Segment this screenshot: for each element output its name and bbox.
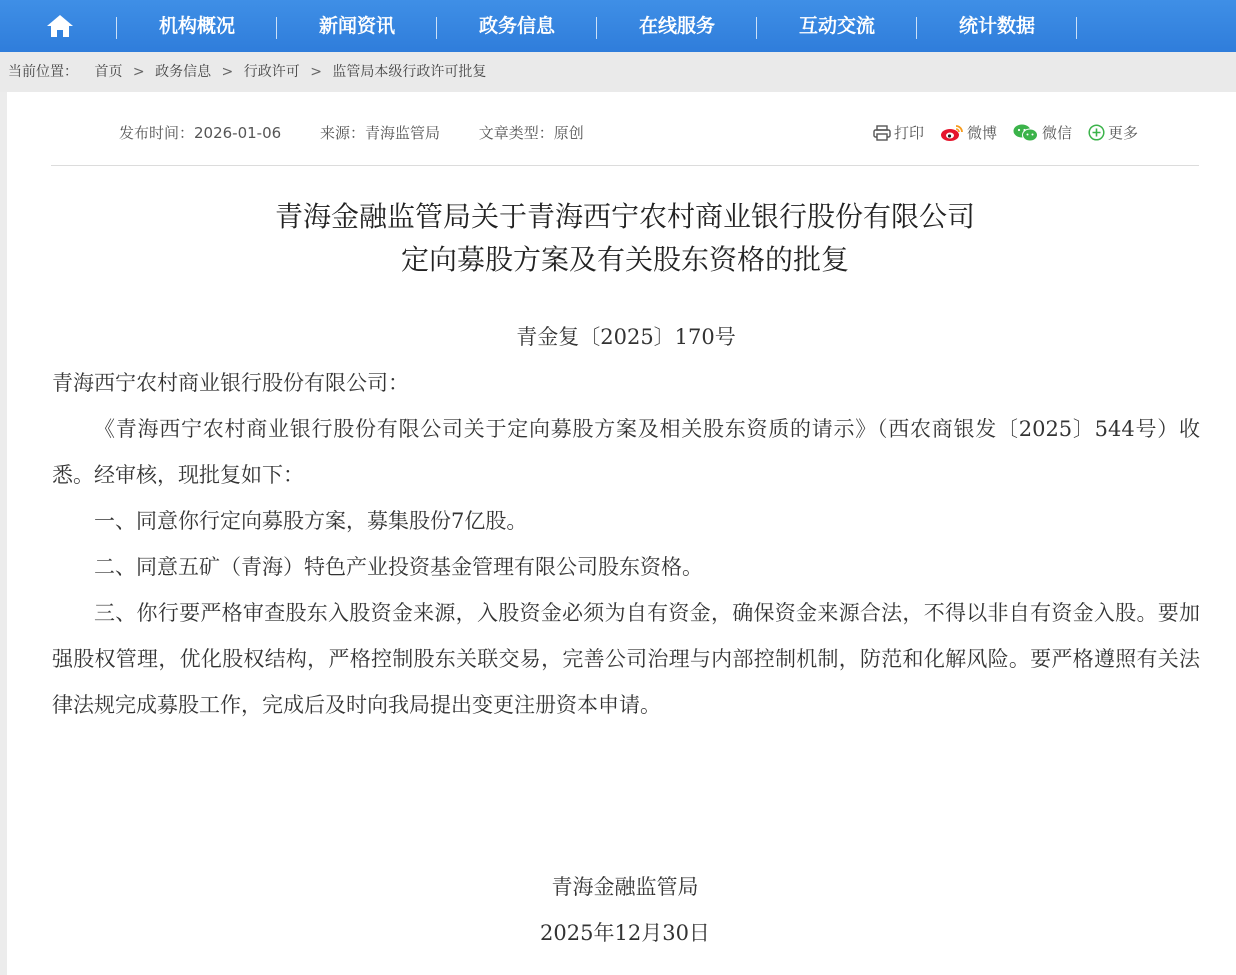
breadcrumb-item-admin-license[interactable]: 行政许可 [243, 64, 300, 80]
nav-item-interaction[interactable]: 互动交流 [798, 15, 875, 37]
breadcrumb-separator: > [310, 64, 322, 80]
nav-item-news[interactable]: 新闻资讯 [318, 15, 395, 37]
breadcrumb-separator: > [221, 64, 234, 80]
nav-item-statistics[interactable]: 统计数据 [958, 15, 1035, 37]
nav-item-online-service[interactable]: 在线服务 [638, 15, 715, 37]
document-number: 青金复〔2025〕170号 [516, 325, 736, 349]
article-meta [119, 122, 618, 143]
article-source: 来源：青海监管局 [319, 124, 440, 142]
share-bar [873, 122, 1138, 143]
wechat-button[interactable] [1013, 122, 1072, 143]
article-title [51, 195, 1199, 281]
weibo-icon [940, 124, 964, 142]
publish-time: 发布时间：2026-01-06 [119, 124, 282, 142]
nav-item-about[interactable]: 机构概况 [158, 15, 235, 37]
meta-divider [51, 165, 1199, 166]
more-label: 更多 [1108, 124, 1139, 142]
breadcrumb-item-home[interactable]: 首页 [94, 64, 123, 80]
signature-block [51, 864, 1199, 956]
article-type: 文章类型：原创 [478, 124, 584, 142]
nav-separator [1076, 17, 1077, 39]
signature-date: 2025年12月30日 [540, 921, 710, 945]
article-body [52, 314, 1200, 728]
paragraph-intro: 《青海西宁农村商业银行股份有限公司关于定向募股方案及相关股东资质的请示》（西农商银发〔2025〕544号）收悉。经审核，现批复如下： [52, 417, 1200, 487]
nav-item-gov-info[interactable]: 政务信息 [478, 15, 555, 37]
top-nav [0, 0, 1236, 52]
more-button[interactable] [1088, 122, 1138, 143]
article-title-line2: 定向募股方案及有关股东资格的批复 [400, 243, 849, 276]
weibo-label: 微博 [967, 124, 998, 142]
breadcrumb-label: 当前位置： [8, 64, 78, 80]
signature-org: 青海金融监管局 [551, 875, 699, 899]
article-card [7, 92, 1236, 975]
home-button[interactable] [38, 8, 82, 44]
printer-icon [873, 125, 891, 141]
wechat-label: 微信 [1042, 124, 1073, 142]
print-label: 打印 [894, 124, 925, 142]
print-button[interactable] [873, 122, 924, 143]
breadcrumb-separator: > [132, 64, 145, 80]
breadcrumb [0, 52, 1236, 92]
breadcrumb-item-current[interactable]: 监管局本级行政许可批复 [332, 64, 487, 80]
wechat-icon [1013, 124, 1039, 142]
article-title-line1: 青海金融监管局关于青海西宁农村商业银行股份有限公司 [274, 200, 975, 233]
paragraph-item-2: 二、同意五矿（青海）特色产业投资基金管理有限公司股东资格。 [94, 555, 703, 579]
weibo-button[interactable] [940, 122, 997, 143]
breadcrumb-item-gov-info[interactable]: 政务信息 [155, 64, 212, 80]
paragraph-item-3: 三、你行要严格审查股东入股资金来源，入股资金必须为自有资金，确保资金来源合法，不得以非自有资金入股。要加强股权管理，优化股权结构，严格控制股东关联交易，完善公司治理与内部控制机制，防范和化解风险。要严格遵照有关法律法规完成募股工作，完成后及时向我局提出变更注册资本申请。 [52, 601, 1200, 717]
home-icon [45, 13, 75, 39]
plus-circle-icon [1088, 124, 1105, 141]
addressee: 青海西宁农村商业银行股份有限公司： [52, 371, 409, 395]
paragraph-item-1: 一、同意你行定向募股方案，募集股份7亿股。 [94, 509, 528, 533]
